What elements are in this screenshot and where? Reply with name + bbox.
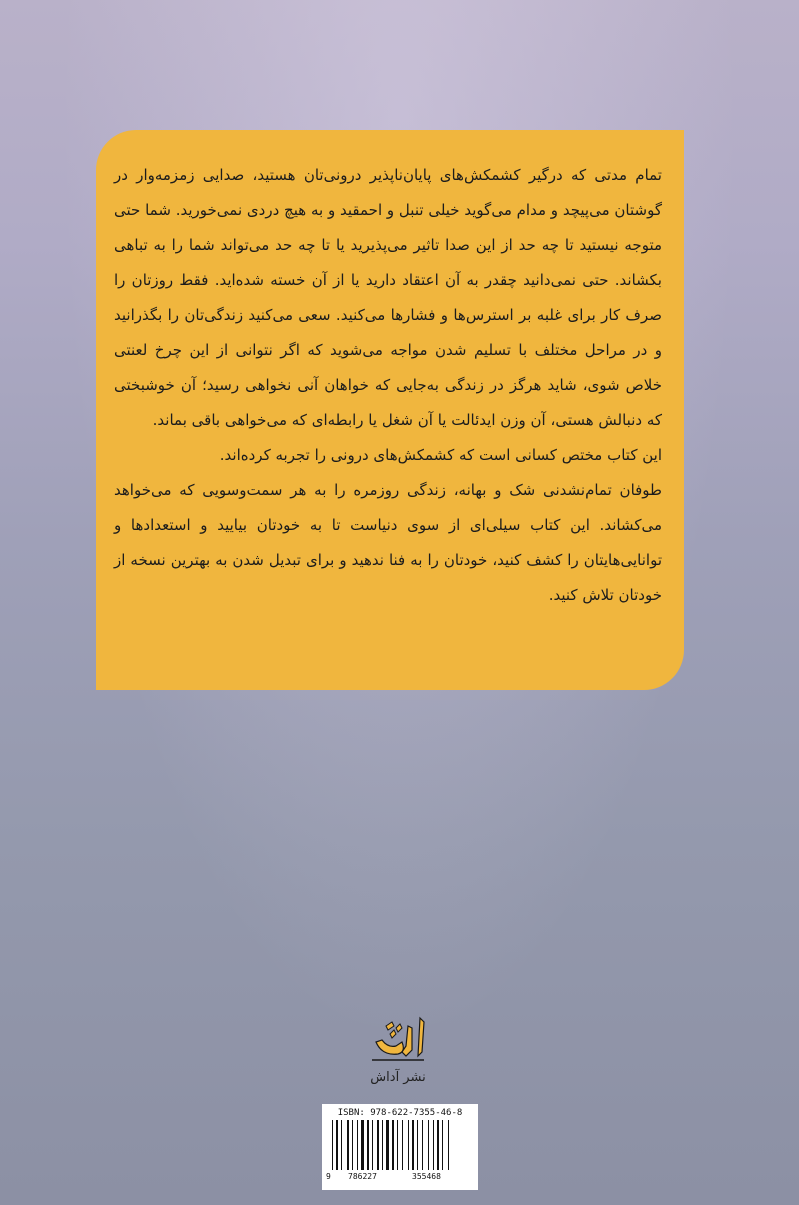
barcode-bars [332,1120,468,1170]
blurb-paragraph-2: این کتاب مختص کسانی است که کشمکش‌های درونی را تجربه کرده‌اند. [219,446,662,464]
blurb-box [96,130,684,690]
barcode-bar [377,1120,379,1170]
publisher-name: نشر آداش [370,1070,426,1085]
publisher-logo [346,1012,450,1094]
barcode-digits-left: 786227 [348,1172,377,1181]
barcode-bar [437,1120,439,1170]
barcode-bar [417,1120,418,1170]
barcode-bar [382,1120,383,1170]
barcode-bar [367,1120,369,1170]
barcode-bar [433,1120,434,1170]
barcode-bar [336,1120,338,1170]
barcode-digit-prefix: 9 [326,1172,331,1181]
barcode-bar [347,1120,349,1170]
barcode-bar [341,1120,342,1170]
publisher-logo-icon [368,1012,428,1068]
barcode-digits-right: 355468 [412,1172,441,1181]
barcode-bar [357,1120,358,1170]
barcode-bar [422,1120,423,1170]
isbn-number: ISBN: 978-622-7355-46-8 [337,1108,463,1118]
barcode-bar [428,1120,429,1170]
barcode-bar [392,1120,394,1170]
barcode-bar [361,1120,364,1170]
blurb-paragraph-3: طوفان تمام‌نشدنی شک و بهانه، زندگی روزمره را به هر سمت‌وسویی که می‌خواهد می‌کشاند. این کتاب سیلی‌ای از سوی دنیاست تا به خودتان بیایید و استعدادها و توانایی‌هایتان را کشف کنید، خودتان را به فنا ندهید و برای تبدیل شدن به بهترین نسخه از خودتان تلاش کنید. [114,481,662,604]
isbn-barcode [322,1104,478,1190]
barcode-bar [332,1120,333,1170]
blurb-paragraph-1: تمام مدتی که درگیر کشمکش‌های پایان‌ناپذیر درونی‌تان هستید، صدایی زمزمه‌وار در گوشتان می‌پیچد و مدام می‌گوید خیلی تنبل و احمقید و به هیچ دردی نمی‌خورید. شما حتی متوجه نیستید تا چه حد از این صدا تاثیر می‌پذیرید یا تا چه حد می‌تواند شما را به تباهی بکشاند. حتی نمی‌دانید چقدر به آن اعتقاد دارید یا از آن خسته شده‌اید. فقط روزتان را صرف کار برای غلبه بر استرس‌ها و فشارها می‌کنید. سعی می‌کنید زندگی‌تان را بگذرانید و در مراحل مختلف با تسلیم شدن مواجه می‌شوید که اگر نتوانی از این چرخ لعنتی خلاص شوی، شاید هرگز در زندگی به‌جایی که خواهان آنی نخواهی رسید؛ آن خوشبختی که دنبالش هستی، آن وزن ایدئالت یا آن شغل یا رابطه‌ای که می‌خواهی باقی بماند. [114,166,662,429]
barcode-bar [352,1120,353,1170]
barcode-bar [397,1120,398,1170]
barcode-bar [412,1120,414,1170]
barcode-bar [442,1120,443,1170]
barcode-bar [408,1120,409,1170]
barcode-bar [386,1120,389,1170]
barcode-bar [402,1120,403,1170]
barcode-bar [372,1120,373,1170]
barcode-bar [448,1120,449,1170]
barcode-digits [326,1172,474,1184]
